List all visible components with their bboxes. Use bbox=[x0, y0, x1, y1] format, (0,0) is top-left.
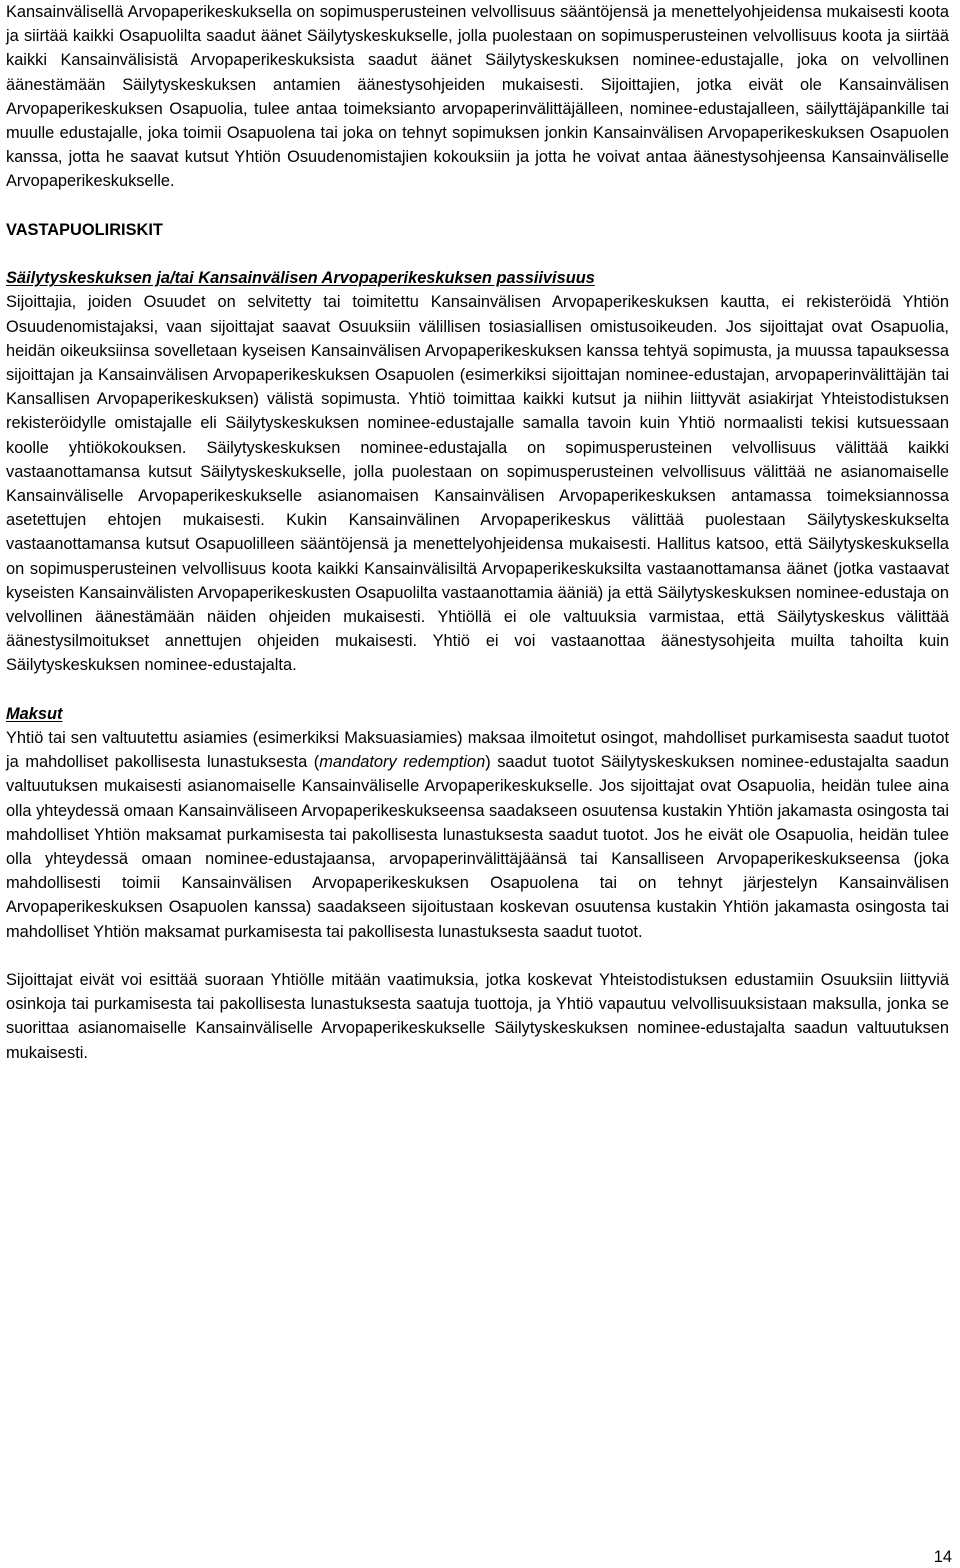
spacer bbox=[6, 242, 949, 266]
paragraph-payments-italic-term: mandatory redemption bbox=[319, 753, 486, 772]
page-number: 14 bbox=[933, 1548, 952, 1566]
spacer bbox=[6, 944, 949, 968]
paragraph-payments-part1: Yhtiö tai sen valtuutettu asiamies (esimerkiksi Maksuasiamies) maksaa ilmoitetut osingot, mahdolliset purkamisesta saadut tuotot ja mahdolliset pakollisesta lunastuksesta ( bbox=[6, 729, 949, 772]
paragraph-voting-instructions: Kansainvälisellä Arvopaperikeskuksella on sopimusperusteinen velvollisuus sääntöjensä ja menettelyohjeidensa mukaisesti koota ja siirtää kaikki Osapuolilta saadut äänet Säilytyskeskukselle, jolla puolestaan on sopimusperusteinen velvollisuus koota ja siirtää kaikki Kansainvälisistä Arvopaperikeskuksista saadut äänet Säilytyskeskuksen nominee-edustajalle, joka on velvollinen äänestämään Säilytyskeskuksen antamien äänestysohjeiden mukaisesti. Sijoittajien, jotka eivät ole Kansainvälisen Arvopaperikeskuksen Osapuolia, tulee antaa toimeksianto arvopaperinvälittäjälleen, nominee-edustajalleen, säilyttäjäpankille tai muulle edustajalle, joka toimii Osapuolena tai joka on tehnyt sopimuksen jonkin Kansainvälisen Arvopaperikeskuksen Osapuolen kanssa, jotta he saavat kutsut Yhtiön Osuudenomistajien kokouksiin ja jotta he voivat antaa äänestysohjeensa Kansainväliselle Arvopaperikeskukselle. bbox=[6, 3, 949, 191]
paragraph-investor-claims: Sijoittajat eivät voi esittää suoraan Yhtiölle mitään vaatimuksia, jotka koskevat Yhteistodistuksen edustamiin Osuuksiin liittyviä osinkoja tai purkamisesta tai pakollisesta lunastuksesta saatuja tuottoja, ja Yhtiö vapautuu velvollisuuksistaan maksulla, jonka se suorittaa asianomaiselle Kansainväliselle Arvopaperikeskukselle Säilytyskeskuksen nominee-edustajalta saadun valtuutuksen mukaisesti. bbox=[6, 971, 949, 1062]
spacer bbox=[6, 194, 949, 218]
paragraph-passivity: Sijoittajia, joiden Osuudet on selvitetty tai toimitettu Kansainvälisen Arvopaperikeskuksen kautta, ei rekisteröidä Yhtiön Osuudenomistajaksi, vaan sijoittajat saavat Osuuksiin välillisen tosiasiallisen omistusoikeuden. Jos sijoittajat ovat Osapuolia, heidän oikeuksiinsa sovelletaan kyseisen Kansainvälisen Arvopaperikeskuksen kanssa tehtyä sopimusta, ja muussa tapauksessa sijoittajan ja Kansainvälisen Arvopaperikeskuksen Osapuolen (esimerkiksi sijoittajan nominee-edustajan, arvopaperinvälittäjän tai Kansallisen Arvopaperikeskuksen) välistä sopimusta. Yhtiö toimittaa kaikki kutsut ja niihin liittyvät asiakirjat Yhteistodistuksen rekisteröidylle omistajalle eli Säilytyskeskuksen nominee-edustajalle samalla tavoin kuin Yhtiö normaalisti tekisi kutsuessaan koolle yhtiökokouksen. Säilytyskeskuksen nominee-edustajalla on sopimusperusteinen velvollisuus välittää kaikki vastaanottamansa kutsut Säilytyskeskukselle, jolla puolestaan on sopimusperusteinen velvollisuus välittää ne asianomaiselle Kansainväliselle Arvopaperikeskukselle asianomaisen Kansainvälisen Arvopaperikeskuksen antamassa toimeksiannossa asetettujen ehtojen mukaisesti. Kukin Kansainvälinen Arvopaperikeskus välittää puolestaan Säilytyskeskukselta vastaanottamansa kutsut Osapuolilleen sääntöjensä ja menettelyohjeidensa mukaisesti. Hallitus katsoo, että Säilytyskeskuksella on sopimusperusteinen velvollisuus koota kaikki Kansainvälisiltä Arvopaperikeskuksilta vastaanottamansa äänet (jotka vastaavat kyseisten Kansainvälisten Arvopaperikeskusten Osapuolilta vastaanottamia ääniä) ja että Säilytyskeskuksen nominee-edustaja on velvollinen äänestämään näiden ohjeiden mukaisesti. Yhtiöllä ei ole valtuuksia varmistaa, että Säilytyskeskus välittää äänestysilmoitukset annettujen ohjeiden mukaisesti. Yhtiö ei voi vastaanottaa äänestysohjeita muilta tahoilta kuin Säilytyskeskuksen nominee-edustajalta. bbox=[6, 293, 949, 675]
paragraph-payments bbox=[6, 726, 949, 944]
paragraph-payments-part2: ) saadut tuotot Säilytyskeskuksen nominee-edustajalta saadun valtuutuksen mukaisesti asianomaiselle Kansainväliselle Arvopaperikeskukselle. Jos sijoittajat ovat Osapuolia, heidän tulee aina olla yhteydessä omaan Kansainväliseen Arvopaperikeskukseensa saadakseen osuutensa kustakin Yhtiön jakamasta osingosta tai mahdolliset Yhtiön maksamat purkamisesta tai pakollisesta lunastuksesta saadut tuotot. Jos he eivät ole Osapuolia, heidän tulee olla yhteydessä omaan nominee-edustajaansa, arvopaperinvälittäjäänsä tai Kansalliseen Arvopaperikeskukseensa (joka mahdollisesti toimii Kansainvälisen Arvopaperikeskuksen Osapuolena tai on tehnyt järjestelyn Kansainvälisen Arvopaperikeskuksen Osapuolen kanssa) saadakseen sijoitustaan koskevan osuutensa kustakin Yhtiön jakamasta osingosta tai mahdolliset Yhtiön maksamat purkamisesta tai pakollisesta lunastuksesta saadut tuotot. bbox=[6, 753, 949, 941]
spacer bbox=[6, 678, 949, 702]
subheading-payments: Maksut bbox=[6, 704, 63, 723]
document-page bbox=[6, 0, 949, 1065]
subheading-passivity: Säilytyskeskuksen ja/tai Kansainvälisen Arvopaperikeskuksen passiivisuus bbox=[6, 269, 595, 288]
section-heading-counterparty-risks: VASTAPUOLIRISKIT bbox=[6, 220, 163, 239]
